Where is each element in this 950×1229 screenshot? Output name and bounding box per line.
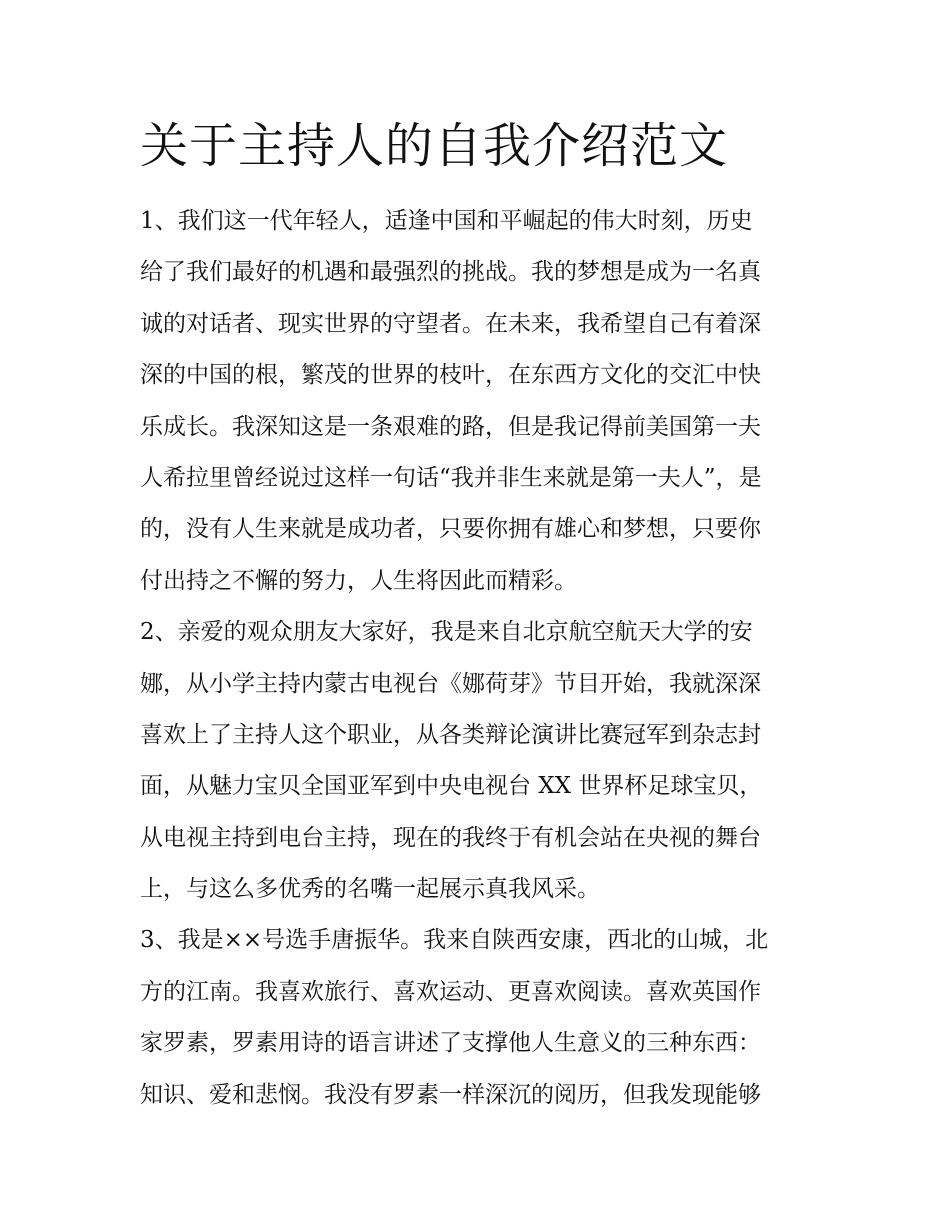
text-line: 上，与这么多优秀的名嘴一起展示真我风采。 — [140, 876, 600, 903]
text-line: 1、我们这一代年轻人，适逢中国和平崛起的伟大时刻，历史 — [140, 208, 753, 234]
text-line: 娜，从小学主持内蒙古电视台《娜荷芽》节目开始，我就深深 — [140, 670, 761, 697]
document-body — [140, 196, 820, 1121]
text-line: 乐成长。我深知这是一条艰难的路，但是我记得前美国第一夫 — [140, 413, 761, 440]
text-line: 诚的对话者、现实世界的守望者。在未来，我希望自己有着深 — [140, 310, 761, 337]
text-line: 人希拉里曾经说过这样一句话“我并非生来就是第一夫人”，是 — [140, 464, 762, 491]
text-line: 知识、爱和悲悯。我没有罗素一样深沉的阅历，但我发现能够 — [140, 1081, 761, 1108]
document-title: 关于主持人的自我介绍范文 — [140, 118, 729, 174]
text-line: 喜欢上了主持人这个职业，从各类辩论演讲比赛冠军到杂志封 — [140, 721, 761, 748]
text-line: 的，没有人生来就是成功者，只要你拥有雄心和梦想，只要你 — [140, 516, 761, 543]
text-line: 面，从魅力宝贝全国亚军到中央电视台 XX 世界杯足球宝贝， — [140, 773, 763, 800]
text-line: 家罗素，罗素用诗的语言讲述了支撑他人生意义的三种东西： — [140, 1030, 761, 1057]
text-line: 付出持之不懈的努力，人生将因此而精彩。 — [140, 567, 577, 594]
text-line: 给了我们最好的机遇和最强烈的挑战。我的梦想是成为一名真 — [140, 259, 761, 286]
text-line: 方的江南。我喜欢旅行、喜欢运动、更喜欢阅读。喜欢英国作 — [140, 978, 761, 1005]
text-line: 2、亲爱的观众朋友大家好，我是来自北京航空航天大学的安 — [140, 619, 753, 646]
text-line: 3、我是××号选手唐振华。我来自陕西安康，西北的山城，北 — [140, 927, 769, 954]
text-line: 从电视主持到电台主持，现在的我终于有机会站在央视的舞台 — [140, 824, 761, 851]
text-line: 深的中国的根，繁茂的世界的枝叶，在东西方文化的交汇中快 — [140, 362, 761, 389]
